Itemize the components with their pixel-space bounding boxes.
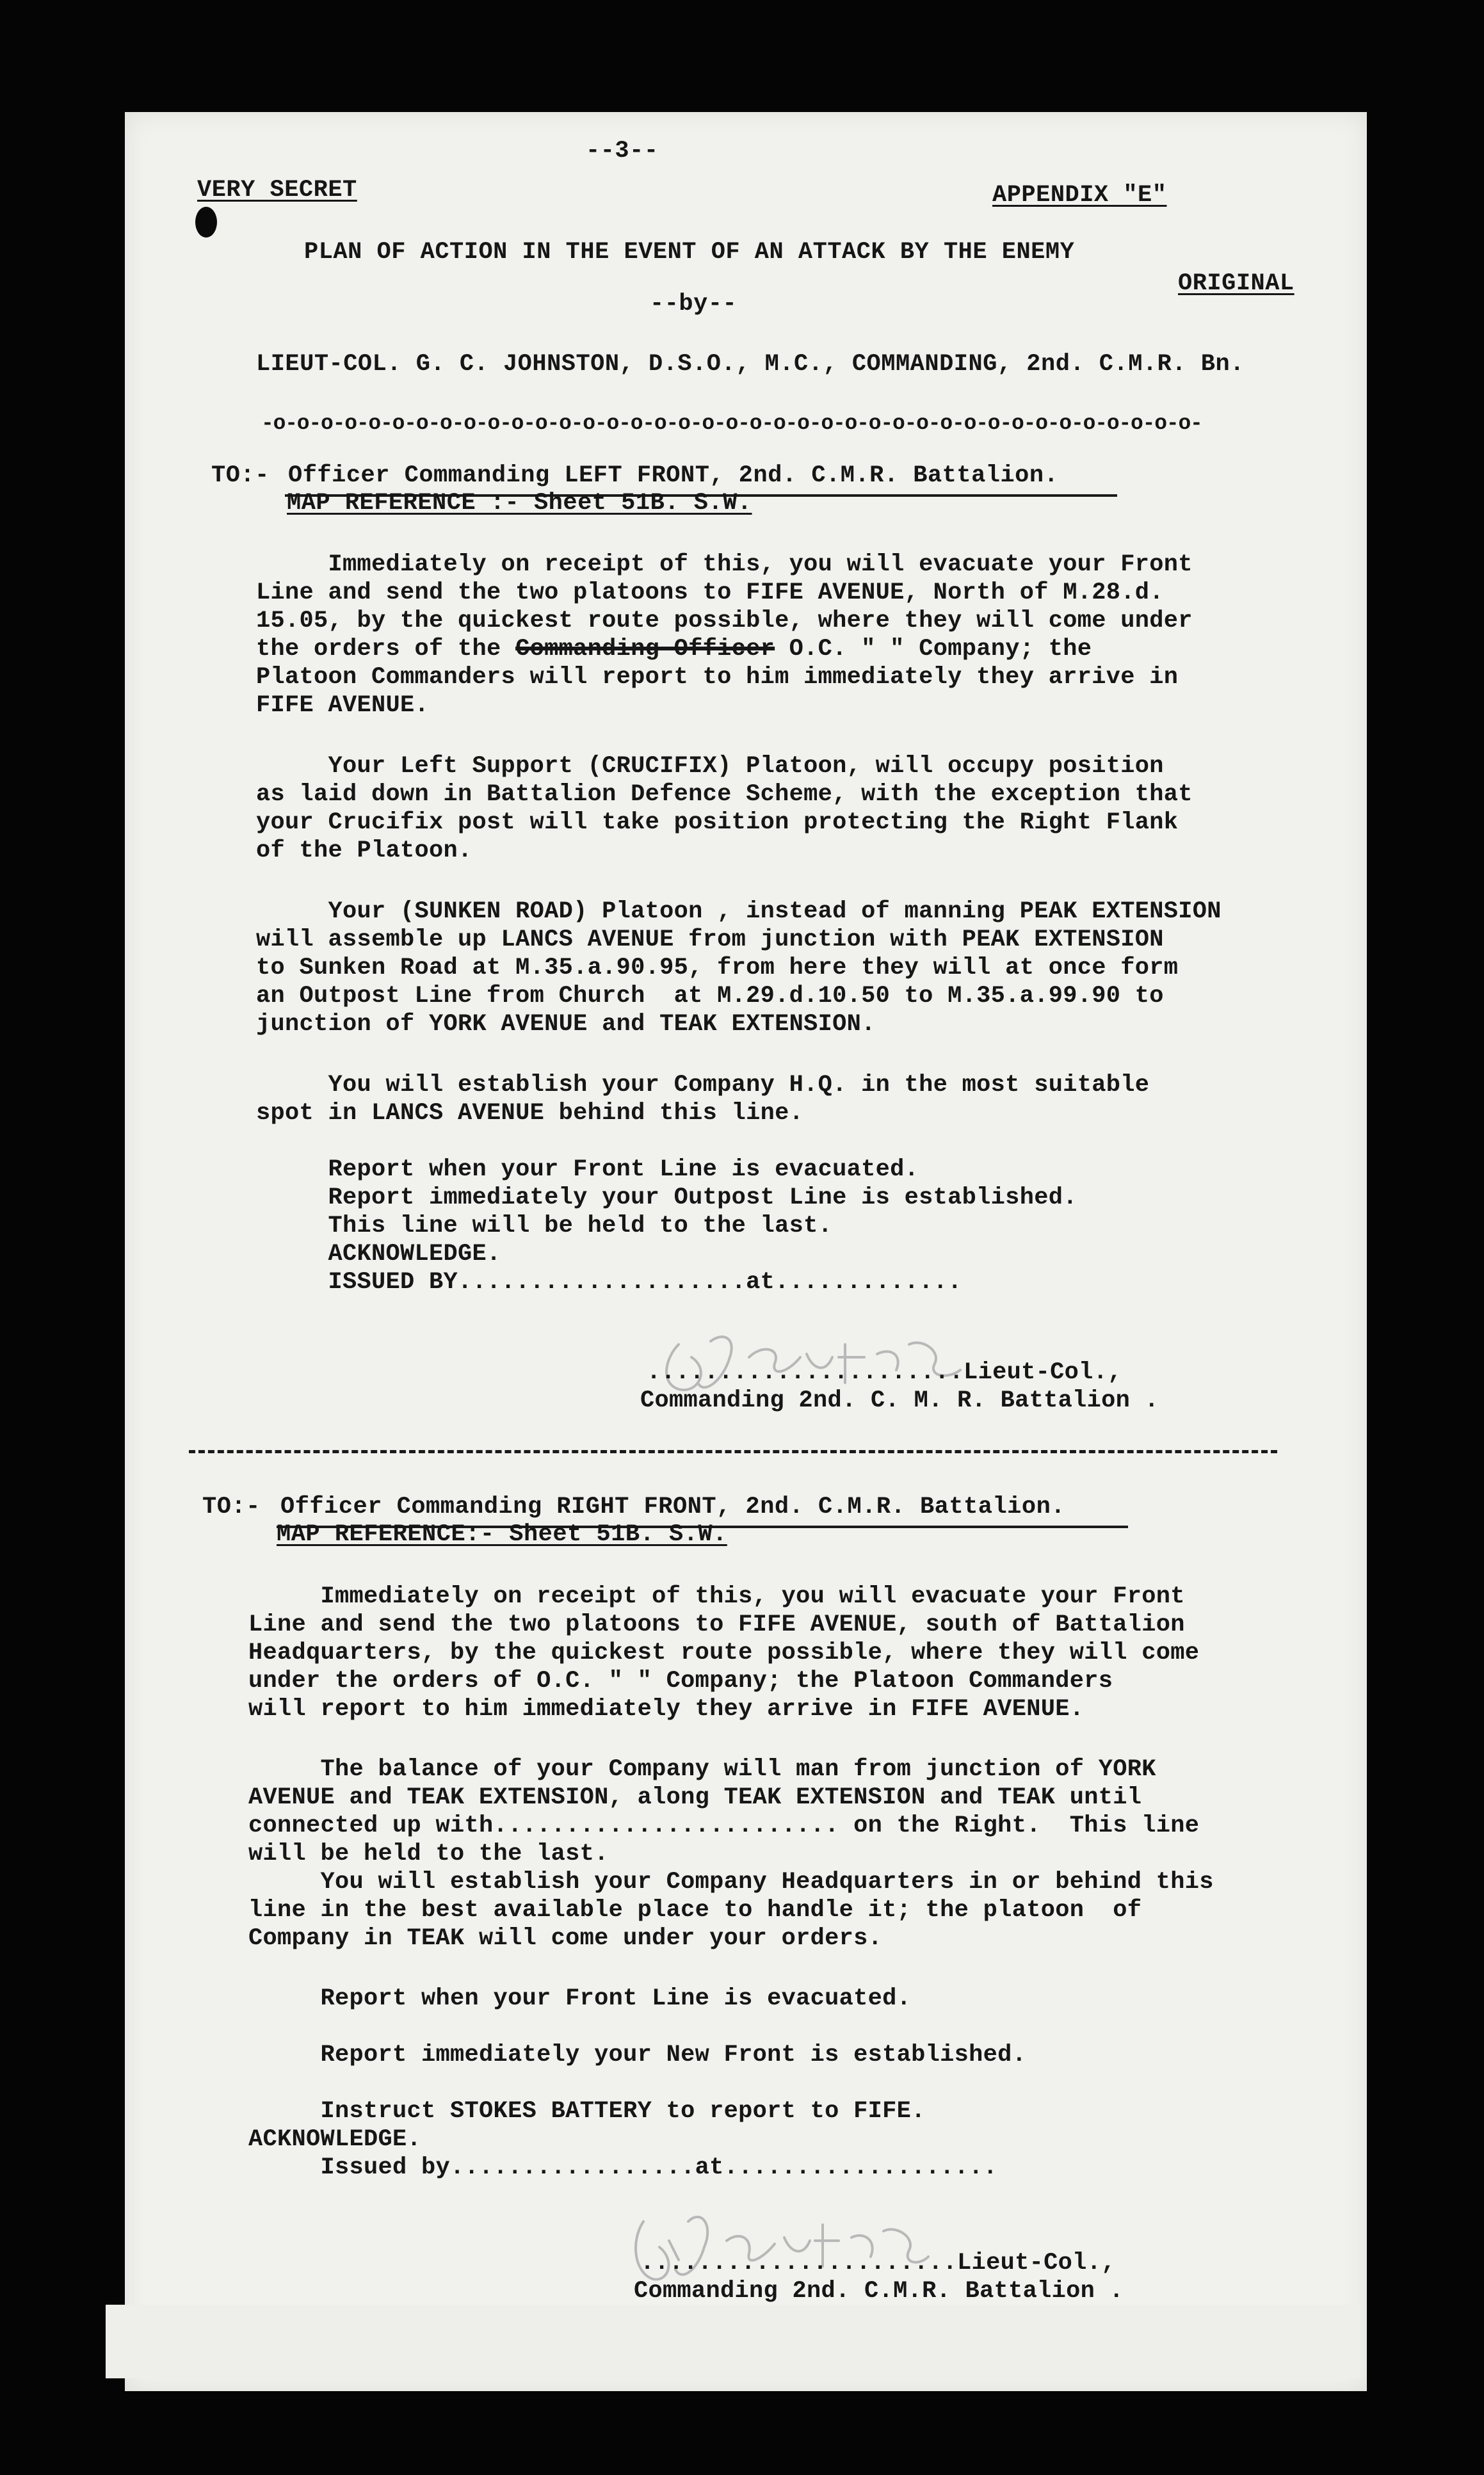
to-prefix: TO:- (202, 1494, 275, 1520)
signature-title: Commanding 2nd. C. M. R. Battalion . (640, 1387, 1159, 1414)
by-line: --by-- (650, 291, 738, 318)
text-line: ISSUED BY....................at............. (256, 1269, 962, 1296)
section-divider (189, 1450, 1277, 1453)
text-line: will assemble up LANCS AVENUE from junction with PEAK EXTENSION (256, 926, 1164, 953)
report-new-front: Report immediately your New Front is established. (248, 2042, 1027, 2068)
text-line: Platoon Commanders will report to him immediately they arrive in (256, 664, 1179, 691)
text-line (256, 635, 1092, 663)
text-line: Report when your Front Line is evacuated. (256, 1156, 919, 1183)
text-line: AVENUE and TEAK EXTENSION, along TEAK EXTENSION and TEAK until (248, 1784, 1142, 1811)
text-line: You will establish your Company Headquarters in or behind this (248, 1869, 1214, 1896)
text-line: Instruct STOKES BATTERY to report to FIFE. (248, 2098, 926, 2125)
text-segment: the orders of the (256, 636, 516, 663)
signature-line: ......................Lieut-Col., (647, 1359, 1122, 1386)
text-line: Issued by.................at................... (248, 2154, 998, 2181)
appendix-label: APPENDIX "E" (992, 182, 1167, 209)
text-line: The balance of your Company will man from junction of YORK (248, 1756, 1156, 1783)
punch-hole-mark (195, 207, 217, 238)
text-segment: O.C. " " Company; the (775, 636, 1092, 663)
text-line: your Crucifix post will take position protecting the Right Flank (256, 809, 1179, 836)
text-line: will report to him immediately they arrive in FIFE AVENUE. (248, 1696, 1085, 1723)
ornamental-separator: -o-o-o-o-o-o-o-o-o-o-o-o-o-o-o-o-o-o-o-o-o-o-o-o-o-o-o-o-o-o-o-o-o-o-o-o-o-o-o- (261, 412, 1202, 435)
text-line: of the Platoon. (256, 837, 472, 864)
original-stamp: ORIGINAL (1178, 270, 1294, 297)
text-line: Company in TEAK will come under your orders. (248, 1925, 883, 1952)
text-line: You will establish your Company H.Q. in the most suitable (256, 1072, 1150, 1099)
text-line: as laid down in Battalion Defence Scheme, with the exception that (256, 781, 1193, 808)
map-reference: MAP REFERENCE:- Sheet 51B. S.W. (277, 1521, 727, 1548)
text-line: ACKNOWLEDGE. (256, 1241, 501, 1268)
text-line: Your Left Support (CRUCIFIX) Platoon, will occupy position (256, 753, 1164, 780)
signature-title: Commanding 2nd. C.M.R. Battalion . (634, 2278, 1124, 2305)
document-title: PLAN OF ACTION IN THE EVENT OF AN ATTACK BY THE ENEMY (304, 239, 1075, 266)
signature-line: ......................Lieut-Col., (640, 2250, 1116, 2277)
author-line: LIEUT-COL. G. C. JOHNSTON, D.S.O., M.C., COMMANDING, 2nd. C.M.R. Bn. (256, 351, 1245, 378)
text-line: under the orders of O.C. " " Company; the Platoon Commanders (248, 1668, 1113, 1695)
text-line: This line will be held to the last. (256, 1213, 833, 1239)
text-line: junction of YORK AVENUE and TEAK EXTENSION. (256, 1011, 876, 1038)
text-line: Your (SUNKEN ROAD) Platoon , instead of manning PEAK EXTENSION (256, 898, 1222, 925)
text-line: 15.05, by the quickest route possible, where they will come under (256, 608, 1193, 634)
addressee-right-front: Officer Commanding RIGHT FRONT, 2nd. C.M.R. Battalion. (280, 1494, 1065, 1520)
text-line: Line and send the two platoons to FIFE AVENUE, North of M.28.d. (256, 579, 1164, 606)
addressee-left-front: Officer Commanding LEFT FRONT, 2nd. C.M.R. Battalion. (288, 462, 1059, 489)
text-line: Immediately on receipt of this, you will evacuate your Front (256, 551, 1193, 578)
text-line: connected up with........................ on the Right. This line (248, 1812, 1200, 1839)
struck-text: Commanding Officer (515, 636, 775, 663)
classification-label: VERY SECRET (197, 177, 357, 204)
page-number: --3-- (586, 138, 659, 165)
report-evacuated: Report when your Front Line is evacuated. (248, 1985, 912, 2012)
to-prefix: TO:- (211, 462, 284, 489)
text-line: spot in LANCS AVENUE behind this line. (256, 1100, 804, 1127)
text-line: Line and send the two platoons to FIFE AVENUE, south of Battalion (248, 1611, 1185, 1638)
text-line: an Outpost Line from Church at M.29.d.10.50 to M.35.a.99.90 to (256, 983, 1164, 1010)
text-line: to Sunken Road at M.35.a.90.95, from here they will at once form (256, 955, 1179, 981)
text-line: Immediately on receipt of this, you will evacuate your Front (248, 1583, 1185, 1610)
document-page-bottom (106, 2305, 1360, 2378)
text-line: FIFE AVENUE. (256, 692, 430, 719)
text-line: ACKNOWLEDGE. (248, 2126, 422, 2153)
map-reference: MAP REFERENCE :- Sheet 51B. S.W. (287, 490, 752, 517)
text-line: will be held to the last. (248, 1841, 609, 1867)
text-line: Report immediately your Outpost Line is established. (256, 1184, 1077, 1211)
text-line: Headquarters, by the quickest route possible, where they will come (248, 1640, 1200, 1666)
text-line: line in the best available place to handle it; the platoon of (248, 1897, 1142, 1924)
